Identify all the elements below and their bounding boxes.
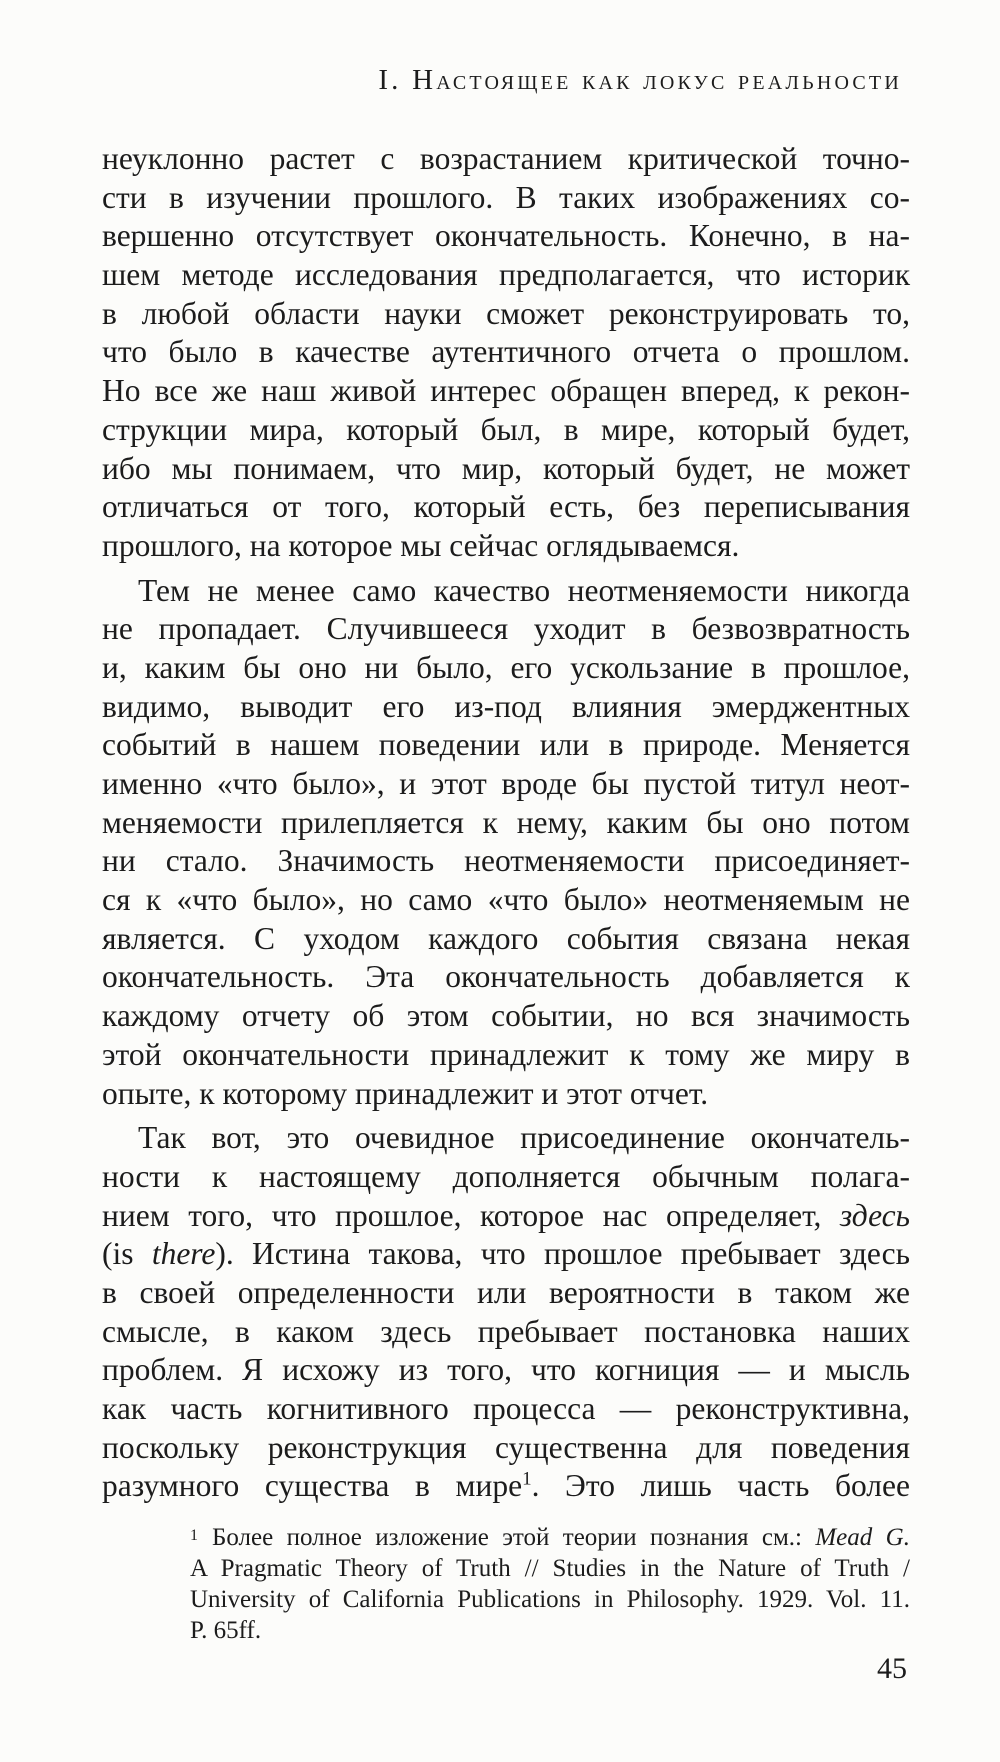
footnote-reference[interactable]: 1: [522, 1468, 532, 1490]
text-line: является. С уходом каждого события связана некая: [102, 920, 910, 956]
text-line: и, каким бы оно ни было, его ускользание в прошлое,: [102, 649, 910, 685]
italic-word: здесь: [839, 1197, 910, 1233]
footnote-line: [190, 1522, 910, 1553]
text-line: неуклонно растет с возрастанием критической точно-: [102, 141, 910, 176]
text-line: как часть когнитивного процесса — реконструктивна,: [102, 1391, 910, 1426]
text-run: нием того, что прошлое, которое нас определяет,: [102, 1197, 840, 1233]
text-line: [102, 1467, 910, 1506]
text-line: Но все же наш живой интерес обращен вперед, к рекон-: [102, 373, 910, 409]
text-line: ни стало. Значимость неотменяемости присоединяет-: [102, 843, 910, 879]
text-line: в любой области науки сможет реконструировать то,: [102, 295, 910, 331]
running-head: I. Настоящее как локус реальности: [378, 64, 902, 96]
text-line: видимо, выводит его из-под влияния эмерджентных: [102, 688, 910, 724]
body-text: [102, 140, 910, 1506]
italic-word: there: [151, 1236, 216, 1272]
footnote-line: A Pragmatic Theory of Truth // Studies in the Nature of Truth /: [190, 1555, 910, 1582]
text-line: проблем. Я исхожу из того, что когниция — и мысль: [102, 1352, 910, 1388]
text-line: шем методе исследования предполагается, что историк: [102, 257, 910, 293]
footnote: [190, 1522, 910, 1646]
text-line: смысле, в каком здесь пребывает постановка наших: [102, 1313, 910, 1349]
text-line: ности к настоящему дополняется обычным полага-: [102, 1158, 910, 1194]
text-run: ). Истина такова, что прошлое пребывает здесь: [215, 1236, 911, 1272]
text-run: разумного существа в мире: [102, 1468, 523, 1504]
footnote-line: P. 65ff.: [190, 1617, 262, 1644]
text-line: [102, 1235, 910, 1274]
text-run: . Это лишь часть более: [531, 1468, 910, 1504]
paragraph-1: [102, 140, 910, 566]
text-line: этой окончательности принадлежит к тому же миру в: [102, 1036, 910, 1072]
italic-author: Mead G.: [815, 1524, 910, 1551]
page-number: 45: [877, 1652, 907, 1685]
text-line: поскольку реконструкция существенна для поведения: [102, 1429, 910, 1465]
text-line: каждому отчету об этом событии, но вся значимость: [102, 998, 910, 1034]
footnote-line: University of California Publications in Philosophy. 1929. Vol. 11.: [190, 1586, 910, 1613]
text-line: меняемости прилепляется к нему, каким бы оно потом: [102, 804, 910, 840]
text-line: отличаться от того, который есть, без переписывания: [102, 489, 910, 525]
text-line: окончательность. Эта окончательность добавляется к: [102, 959, 910, 995]
footnote-marker: 1: [190, 1527, 198, 1544]
paragraph-3: [102, 1119, 910, 1506]
text-line: что было в качестве аутентичного отчета о прошлом.: [102, 334, 910, 370]
text-line: не пропадает. Случившееся уходит в безвозвратность: [102, 611, 910, 647]
text-line: Так вот, это очевидное присоединение окончатель-: [138, 1120, 910, 1156]
text-line: прошлого, на которое мы сейчас оглядываемся.: [102, 527, 740, 563]
text-line: струкции мира, который был, в мире, который будет,: [102, 411, 910, 447]
text-line: событий в нашем поведении или в природе. Меняется: [102, 727, 910, 763]
text-line: Тем не менее само качество неотменяемости никогда: [138, 572, 910, 608]
text-run: Более полное изложение этой теории познания см.:: [212, 1524, 816, 1551]
text-run: (is: [102, 1236, 152, 1272]
text-line: именно «что было», и этот вроде бы пустой титул неот-: [102, 766, 910, 801]
text-line: [102, 1197, 910, 1236]
text-line: ибо мы понимаем, что мир, который будет, не может: [102, 450, 910, 486]
paragraph-2: [102, 572, 910, 1114]
text-line: опыте, к которому принадлежит и этот отчет.: [102, 1075, 709, 1111]
text-line: вершенно отсутствует окончательность. Конечно, в на-: [102, 218, 910, 254]
text-line: в своей определенности или вероятности в таком же: [102, 1274, 910, 1310]
text-line: ся к «что было», но само «что было» неотменяемым не: [102, 882, 910, 918]
text-line: сти в изучении прошлого. В таких изображениях со-: [102, 179, 910, 215]
